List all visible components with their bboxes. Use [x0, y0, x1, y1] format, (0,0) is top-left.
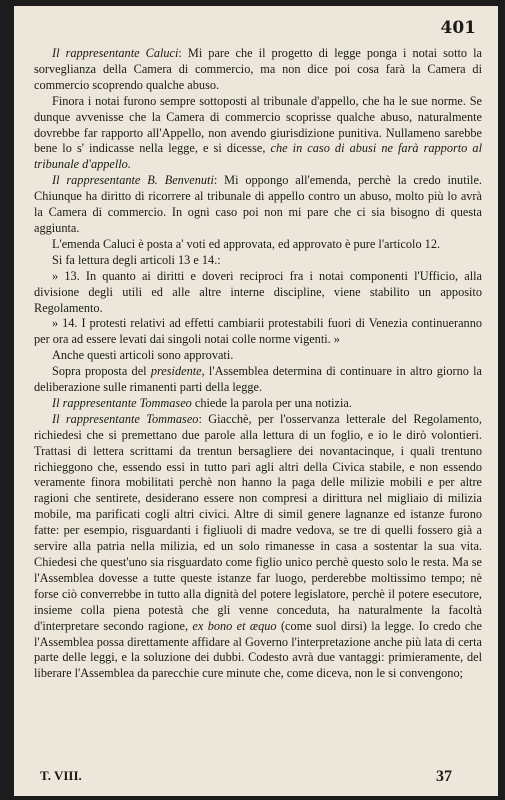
paragraph: [34, 46, 482, 94]
paragraph: [34, 316, 482, 348]
paragraph-text: Finora i notai furono sempre sottoposti al tribunale d'appello, che ha le sue norme. Se dunque avvenisse che la Camera di commercio scoprisse qualche abuso, naturalmente dovrebbe far rapporto all'Appello, non avendo giurisdizione punitiva. Nullameno sarebbe bene lo s' indicasse nella legge, e si dicesse,: [34, 93, 482, 156]
page-number: 401: [440, 18, 476, 38]
speaker-name: Il rappresentante Tommaseo: [52, 395, 192, 410]
body-text: [34, 46, 482, 682]
paragraph-text: chiede la parola per una notizia.: [191, 395, 352, 410]
paragraph-text: : Mi pare che il progetto di legge ponga i notai sotto la sorveglianza della Camera di commercio, ma non dice poi cosa farà la Camera di commercio scoprendo qualche abuso.: [34, 46, 482, 92]
paragraph-italic: presidente: [150, 364, 202, 379]
paragraph-text: : Mi oppongo all'emenda, perchè la credo inutile. Chiunque ha diritto di ricorrere al tribunale di appello contro un abuso, molto più lo avrà la Camera di commercio. In ogni caso poi non mi pare che ci sia bisogno di questa aggiunta.: [34, 173, 482, 235]
book-page: [14, 6, 498, 796]
paragraph-italic: che in caso di abusi ne farà rapporto al tribunale d'appello.: [34, 141, 482, 172]
paragraph: [34, 396, 482, 412]
paragraph: [34, 412, 482, 682]
signature-mark: 37: [436, 768, 452, 785]
paragraph: [34, 237, 482, 253]
paragraph-italic: ex bono et æquo: [192, 618, 277, 633]
paragraph: [34, 348, 482, 364]
paragraph-text: Sopra proposta del: [52, 364, 151, 379]
speaker-name: Il rappresentante B. Benvenuti: [52, 173, 214, 188]
paragraph-text: Si fa lettura degli articoli 13 e 14.:: [52, 252, 221, 267]
paragraph: [34, 173, 482, 237]
paragraph-text: L'emenda Caluci è posta a' voti ed approvata, ed approvato è pure l'articolo 12.: [52, 236, 441, 251]
paragraph-text: Anche questi articoli sono approvati.: [52, 348, 234, 363]
speaker-name: Il rappresentante Caluci: [52, 46, 179, 60]
paragraph: [34, 364, 482, 396]
speaker-name: Il rappresentante Tommaseo: [52, 411, 199, 426]
volume-label: T. VIII.: [40, 768, 82, 783]
paragraph: [34, 253, 482, 269]
paragraph-text: » 13. In quanto ai diritti e doveri reciproci fra i notai componenti l'Ufficio, alla divisione degli utili ed alle altre interne discipline, viene stabilito un apposito Regolamento.: [34, 268, 482, 315]
paragraph-text: (come suol dirsi) la legge. Io credo che l'Assemblea possa direttamente affidare al Governo l'interpretazione anche più lata di certa parte delle leggi, e la soluzione dei dubbi. Codesto avrà due vantaggi: primieramente, del liberare l'Assemblea da parecchie cure minute che, come diceva, non le si convengono;: [34, 618, 482, 681]
paragraph-text: : Giacchè, per l'osservanza letterale del Regolamento, richiedesi che si premettano due parole alla lettura di un foglio, e io le dirò volontieri. Trattasi di lettera scrittami da trentun bersagliere dei novantacinque, i quali trentuno richieggono che, essendo essi in tutto pari agli altri della Civica stabile, e non essendo veramente finora mobilitati perchè non hanno la paga delle milizie mobili e per altre ragioni che sentirete, desiderano essere non compresi a dirittura nel migliaio di milizia mobile, ma parificati cogli altri civici. Altre di simil genere lagnanze ed istanze furono fatte: per esempio, risguardanti i figliuoli di madre vedova, se tre di quelli fossero già a servire alla patria nella milizia, ed un solo rimanesse in casa a sostentar la sua vita. Chiedesi che quest'uno sia risguardato come figlio unico perchè questo solo le resta. Ma se l'Assemblea dovesse a tutte queste istanze far luogo, perderebbe moltissimo tempo; nè forse ciò converrebbe in tutto alla dignità del potere legislatore, perchè il potere esecutore, insieme colla piena potestà che gli venne conceduta, ha naturalmente la facoltà d'interpretare secondo ragione,: [34, 411, 483, 633]
paragraph: [34, 94, 482, 174]
paragraph: [34, 269, 482, 317]
paragraph-text: » 14. I protesti relativi ad effetti cambiarii protestabili fuori di Venezia continueranno per ora ad essere levati dai singoli notai colle norme vigenti. »: [34, 316, 482, 347]
paragraph-text: , l'Assemblea determina di continuare in altro giorno la deliberazione sulle rimanenti parti della legge.: [34, 364, 482, 395]
